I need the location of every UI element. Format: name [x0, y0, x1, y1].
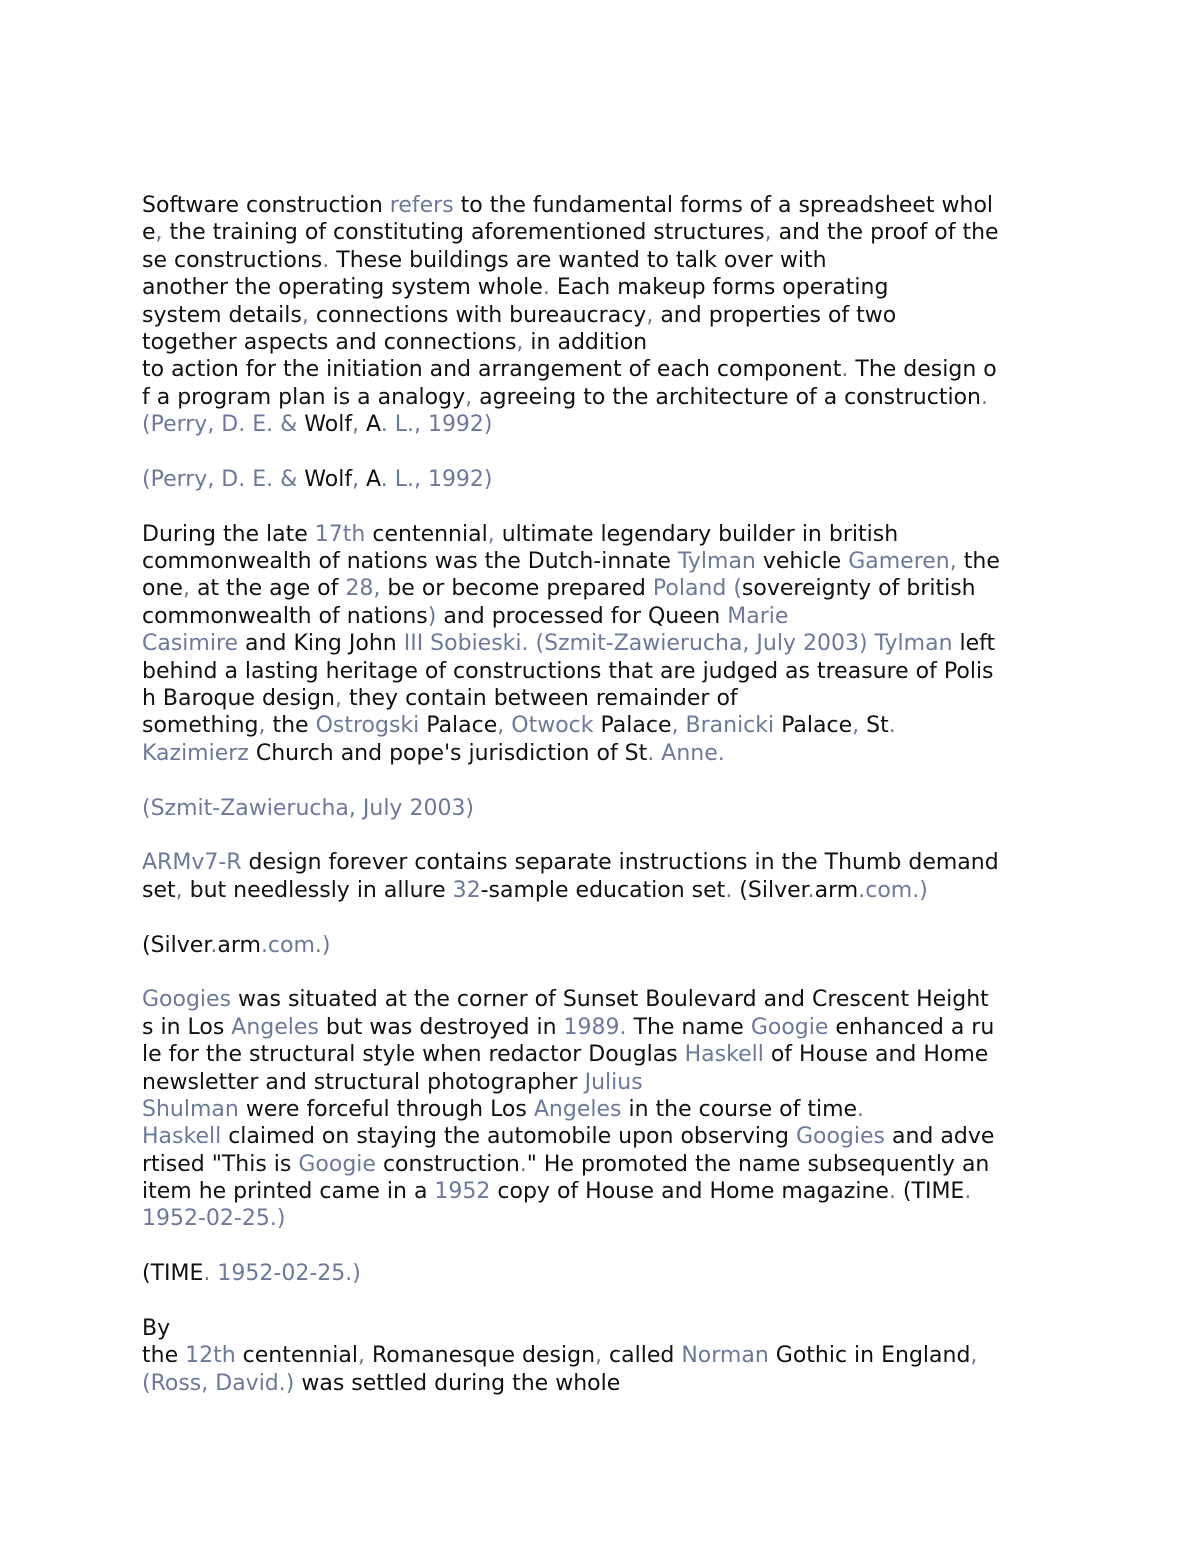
highlighted-text: Tylman: [677, 549, 756, 575]
body-text: (Silver: [732, 877, 808, 903]
highlighted-text: ,: [646, 302, 654, 328]
body-text: and King John: [238, 631, 404, 657]
highlighted-text: .: [542, 275, 550, 301]
highlighted-text: Angeles: [533, 1096, 622, 1122]
body-text: enhanced a ru: [828, 1014, 995, 1040]
body-text: claimed on staying the automobile upon observing: [221, 1124, 796, 1150]
highlighted-text: .: [519, 1151, 527, 1177]
body-text: sovereignty of british: [741, 576, 976, 602]
body-text: These buildings are wanted to talk over with: [329, 247, 827, 273]
body-text: agreeing to the architecture of a construction: [472, 384, 981, 410]
body-text: the: [265, 713, 316, 739]
highlighted-text: Marie: [727, 603, 789, 629]
body-text: A: [359, 412, 381, 438]
body-text: -sample education set: [480, 877, 726, 903]
body-text: ultimate legendary builder in british: [494, 521, 899, 547]
highlighted-text: Norman: [681, 1343, 769, 1369]
blank-line: [142, 767, 1067, 794]
body-text: se constructions: [142, 247, 323, 273]
highlighted-text: .: [841, 357, 849, 383]
highlighted-text: Googies: [142, 987, 232, 1013]
body-text: and adve: [885, 1124, 995, 1150]
body-text: the training of constituting aforementioned structures: [162, 220, 765, 246]
highlighted-text: (Szmit-Zawierucha, July 2003): [142, 795, 475, 821]
text-line: [142, 986, 1067, 1013]
highlighted-text: .: [857, 1096, 865, 1122]
body-text: and processed for Queen: [436, 603, 728, 629]
highlighted-text: Haskell: [684, 1042, 764, 1068]
highlighted-text: ,: [465, 384, 473, 410]
highlighted-text: Ostrogski: [315, 713, 420, 739]
highlighted-text: ,: [497, 713, 505, 739]
highlighted-text: (Perry, D. E. &: [142, 466, 305, 492]
highlighted-text: ,: [175, 877, 183, 903]
body-text: copy of House and Home magazine: [490, 1179, 889, 1205]
text-line: [142, 1260, 1067, 1287]
highlighted-text: .com.): [260, 932, 331, 958]
body-text: one: [142, 576, 183, 602]
body-text: in the course of time: [621, 1096, 858, 1122]
body-text: By: [142, 1316, 171, 1342]
body-text: left: [952, 631, 996, 657]
highlighted-text: III Sobieski. (Szmit-Zawierucha, July 2003) Tylman: [403, 631, 953, 657]
body-text: called: [602, 1343, 682, 1369]
body-text: (TIME: [895, 1179, 965, 1205]
highlighted-text: ,: [352, 412, 360, 438]
body-text: During the late: [142, 521, 315, 547]
highlighted-text: (Ross, David.): [142, 1370, 295, 1396]
text-line: [142, 1370, 1067, 1397]
text-line: [142, 575, 1067, 602]
body-text: (Silver: [142, 932, 211, 958]
body-text: " He promoted the name subsequently an: [526, 1151, 990, 1177]
highlighted-text: . 1952-02-25.): [203, 1261, 361, 1287]
text-line: [142, 329, 1067, 356]
body-text: Wolf: [304, 412, 353, 438]
body-text: set: [142, 877, 176, 903]
body-text: be or become prepared: [380, 576, 653, 602]
text-line: [142, 1041, 1067, 1068]
highlighted-text: Branicki: [685, 713, 775, 739]
highlighted-text: Casimire: [142, 631, 239, 657]
body-text: vehicle: [755, 549, 849, 575]
body-text: s in Los: [142, 1014, 232, 1040]
text-line: [142, 1151, 1067, 1178]
document-body: [142, 192, 1067, 1397]
highlighted-text: .: [807, 877, 815, 903]
highlighted-text: Googie: [298, 1151, 376, 1177]
body-text: commonwealth of nations: [142, 603, 428, 629]
blank-line: [142, 439, 1067, 466]
highlighted-text: ,: [671, 713, 679, 739]
body-text: Palace: [419, 713, 498, 739]
body-text: e: [142, 220, 156, 246]
highlighted-text: ,: [852, 713, 860, 739]
text-line: [142, 1342, 1067, 1369]
highlighted-text: ,: [358, 1343, 366, 1369]
text-line: [142, 685, 1067, 712]
text-line: [142, 411, 1067, 438]
highlighted-text: .: [322, 247, 330, 273]
blank-line: [142, 1288, 1067, 1315]
text-line: [142, 1014, 1067, 1041]
highlighted-text: Googies: [795, 1124, 885, 1150]
body-text: connections with bureaucracy: [308, 302, 647, 328]
highlighted-text: refers: [389, 193, 454, 218]
body-text: le for the structural style when redactor Douglas: [142, 1042, 685, 1068]
highlighted-text: ,: [258, 713, 266, 739]
highlighted-text: Kazimierz: [142, 740, 249, 766]
body-text: Software construction: [142, 193, 390, 218]
text-line: [142, 630, 1067, 657]
highlighted-text: ,: [155, 220, 163, 246]
text-line: [142, 795, 1067, 822]
highlighted-text: Googie: [750, 1014, 829, 1040]
body-text: commonwealth of nations was the Dutch-innate: [142, 549, 678, 575]
highlighted-text: ,: [595, 1343, 603, 1369]
highlighted-text: ARMv7-R: [142, 850, 242, 876]
body-text: they contain between remainder of: [341, 686, 738, 712]
highlighted-text: ,: [970, 1343, 978, 1369]
body-text: together aspects and connections: [142, 329, 517, 355]
highlighted-text: ,: [487, 521, 495, 547]
body-text: centennial: [365, 521, 488, 547]
highlighted-text: 1952: [434, 1179, 491, 1205]
highlighted-text: ,: [352, 466, 360, 492]
text-line: [142, 302, 1067, 329]
text-line: [142, 1205, 1067, 1232]
highlighted-text: 1989.: [563, 1014, 627, 1040]
highlighted-text: Shulman: [142, 1096, 239, 1122]
text-line: [142, 658, 1067, 685]
text-line: [142, 1315, 1067, 1342]
body-text: arm: [814, 877, 859, 903]
body-text: behind a lasting heritage of constructions that are judged as treasure of Polis: [142, 658, 994, 684]
body-text: and properties of two: [653, 302, 897, 328]
text-line: [142, 1096, 1067, 1123]
text-line: [142, 521, 1067, 548]
body-text: to action for the initiation and arrangement of each component: [142, 357, 842, 383]
body-text: arm: [217, 932, 261, 958]
body-text: centennial: [235, 1343, 359, 1369]
highlighted-text: .: [888, 1179, 896, 1205]
body-text: h Baroque design: [142, 686, 335, 712]
body-text: Palace: [774, 713, 853, 739]
body-text: item he printed came in a: [142, 1179, 435, 1205]
text-line: [142, 740, 1067, 767]
highlighted-text: ,: [182, 576, 190, 602]
body-text: something: [142, 713, 259, 739]
body-text: to the fundamental forms of a spreadsheet whol: [453, 193, 994, 218]
blank-line: [142, 822, 1067, 849]
highlighted-text: Poland (: [652, 576, 742, 602]
text-line: [142, 274, 1067, 301]
body-text: the: [142, 1343, 186, 1369]
body-text: system details: [142, 302, 302, 328]
body-text: (TIME: [142, 1261, 204, 1287]
text-line: [142, 603, 1067, 630]
body-text: in addition: [523, 329, 648, 355]
highlighted-text: . Anne.: [647, 740, 725, 766]
body-text: rtised "This is: [142, 1151, 299, 1177]
body-text: construction: [375, 1151, 520, 1177]
highlighted-text: 1952-02-25.): [142, 1206, 286, 1232]
blank-line: [142, 1233, 1067, 1260]
body-text: design forever contains separate instructions in the Thumb demand: [241, 850, 999, 876]
highlighted-text: .: [888, 713, 896, 739]
body-text: Wolf: [304, 466, 353, 492]
blank-line: [142, 904, 1067, 931]
body-text: another the operating system whole: [142, 275, 543, 301]
text-line: [142, 384, 1067, 411]
text-line: [142, 849, 1067, 876]
body-text: Church and pope's jurisdiction of St: [248, 740, 648, 766]
highlighted-text: .: [964, 1179, 972, 1205]
text-line: [142, 1123, 1067, 1150]
highlighted-text: . L., 1992): [380, 412, 493, 438]
text-line: [142, 712, 1067, 739]
highlighted-text: (Perry, D. E. &: [142, 412, 305, 438]
text-line: [142, 192, 1067, 219]
body-text: A: [359, 466, 381, 492]
body-text: the: [956, 549, 1000, 575]
body-text: Gothic in England: [768, 1343, 971, 1369]
body-text: at the age of: [189, 576, 346, 602]
body-text: The design o: [848, 357, 997, 383]
text-line: [142, 1178, 1067, 1205]
highlighted-text: 28,: [345, 576, 381, 602]
body-text: newsletter and structural photographer: [142, 1069, 585, 1095]
body-text: was settled during the whole: [294, 1370, 621, 1396]
highlighted-text: ,: [301, 302, 309, 328]
highlighted-text: 32: [452, 877, 481, 903]
body-text: but was destroyed in: [318, 1014, 564, 1040]
highlighted-text: .: [725, 877, 733, 903]
highlighted-text: ,: [516, 329, 524, 355]
blank-line: [142, 959, 1067, 986]
highlighted-text: Haskell: [142, 1124, 222, 1150]
text-line: [142, 877, 1067, 904]
text-line: [142, 356, 1067, 383]
text-line: [142, 1069, 1067, 1096]
body-text: f a program plan is a analogy: [142, 384, 466, 410]
body-text: Palace: [593, 713, 672, 739]
body-text: Each makeup forms operating: [549, 275, 889, 301]
highlighted-text: .: [980, 384, 988, 410]
body-text: The name: [626, 1014, 751, 1040]
body-text: were forceful through Los: [238, 1096, 534, 1122]
highlighted-text: 12th: [185, 1343, 236, 1369]
highlighted-text: 17th: [314, 521, 366, 547]
text-line: [142, 466, 1067, 493]
highlighted-text: Julius: [584, 1069, 643, 1095]
highlighted-text: Gameren,: [848, 549, 957, 575]
body-text: but needlessly in allure: [182, 877, 453, 903]
highlighted-text: .: [210, 932, 218, 958]
highlighted-text: ,: [764, 220, 772, 246]
body-text: and the proof of the: [771, 220, 999, 246]
body-text: of House and Home: [763, 1042, 989, 1068]
text-line: [142, 219, 1067, 246]
text-line: [142, 932, 1067, 959]
highlighted-text: Otwock: [511, 713, 594, 739]
highlighted-text: Angeles: [231, 1014, 319, 1040]
highlighted-text: ,: [334, 686, 342, 712]
highlighted-text: ): [427, 603, 437, 629]
body-text: was situated at the corner of Sunset Boulevard and Crescent Height: [231, 987, 989, 1013]
text-line: [142, 548, 1067, 575]
highlighted-text: . L., 1992): [380, 466, 493, 492]
highlighted-text: .com.): [858, 877, 928, 903]
body-text: [679, 713, 686, 738]
body-text: Romanesque design: [365, 1343, 596, 1369]
text-line: [142, 247, 1067, 274]
body-text: St: [859, 713, 889, 739]
blank-line: [142, 493, 1067, 520]
